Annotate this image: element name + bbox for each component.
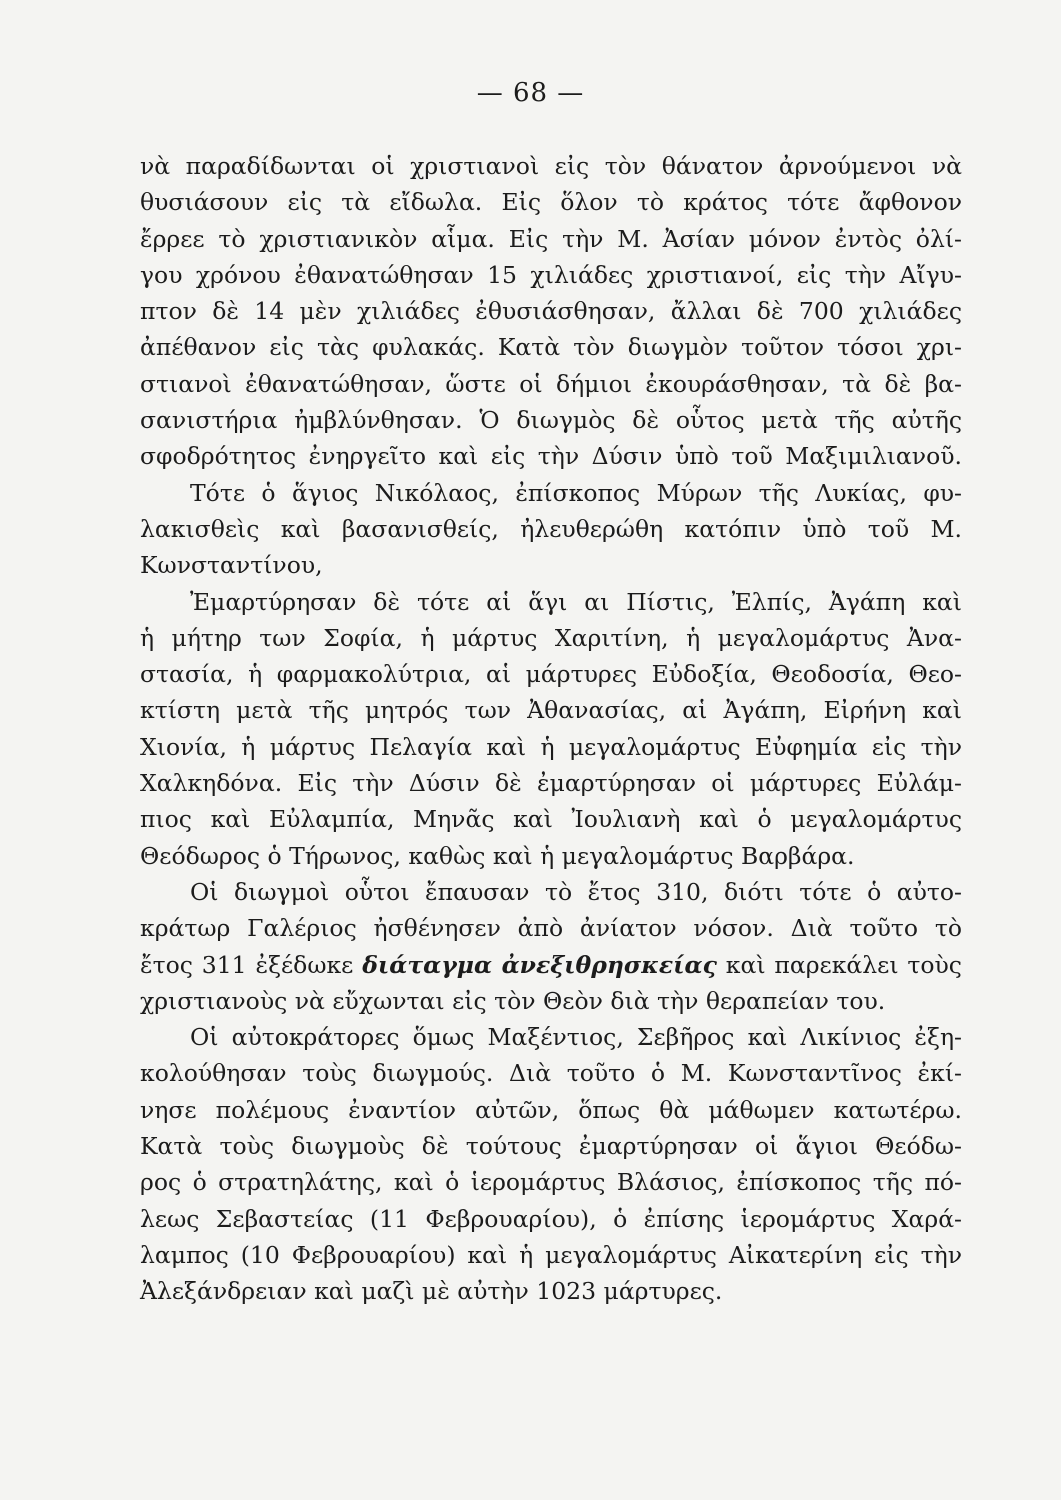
- text-line: Οἱ αὐτοκράτορες ὅμως Μαξέντιος, Σεβῆρος καὶ Λικίνιος ἐξη-: [190, 1023, 962, 1052]
- text-line: χριστιανοὺς νὰ εὔχωνται εἰς τὸν Θεὸν διὰ τὴν θεραπείαν του.: [140, 986, 886, 1015]
- text-line: νὰ παραδίδωνται οἱ χριστιανοὶ εἰς τὸν θάνατον ἀρνούμενοι νὰ: [140, 152, 962, 180]
- text-line: κράτωρ Γαλέριος ἠσθένησεν ἀπὸ ἀνίατον νόσον. Διὰ τοῦτο τὸ: [140, 914, 962, 943]
- text-line: Ἐμαρτύρησαν δὲ τότε αἱ ἅγι αι Πίστις, Ἐλπίς, Ἀγάπη καὶ: [190, 587, 962, 616]
- text-line: λεως Σεβαστείας (11 Φεβρουαρίου), ὁ ἐπίσης ἱερομάρτυς Χαρά-: [140, 1204, 962, 1233]
- text-segment: καὶ παρεκάλει τοὺς: [725, 950, 962, 979]
- text-line: Τότε ὁ ἅγιος Νικόλαος, ἐπίσκοπος Μύρων τῆς Λυκίας, φυ-: [190, 478, 962, 507]
- page-number: — 68 —: [476, 78, 585, 108]
- paragraph: [140, 148, 962, 475]
- paragraph: [140, 874, 962, 1019]
- text-line: στιανοὶ ἐθανατώθησαν, ὥστε οἱ δήμιοι ἐκουράσθησαν, τὰ δὲ βα-: [140, 369, 962, 398]
- body-text: [140, 148, 962, 1310]
- text-line: λαμπος (10 Φεβρουαρίου) καὶ ἡ μεγαλομάρτυς Αἰκατερίνη εἰς τὴν: [140, 1240, 962, 1269]
- text-line: ἡ μήτηρ των Σοφία, ἡ μάρτυς Χαριτίνη, ἡ μεγαλομάρτυς Ἀνα-: [140, 623, 962, 652]
- text-line: Κατὰ τοὺς διωγμοὺς δὲ τούτους ἐμαρτύρησαν οἱ ἅγιοι Θεόδω-: [140, 1132, 962, 1161]
- paragraph: [140, 475, 962, 584]
- emphasized-term: διάταγμα ἀνεξιθρησκείας: [362, 950, 717, 979]
- text-line: κτίστη μετὰ τῆς μητρός των Ἀθανασίας, αἱ Ἀγάπη, Εἰρήνη καὶ: [140, 696, 962, 725]
- text-line: ἀπέθανον εἰς τὰς φυλακάς. Κατὰ τὸν διωγμὸν τοῦτον τόσοι χρι-: [140, 333, 962, 362]
- text-line: πτον δὲ 14 μὲν χιλιάδες ἐθυσιάσθησαν, ἄλλαι δὲ 700 χιλιάδες: [140, 297, 962, 326]
- text-line: Ἀλεξάνδρειαν καὶ μαζὶ μὲ αὐτὴν 1023 μάρτυρες.: [140, 1277, 723, 1306]
- text-line: Θεόδωρος ὁ Τήρωνος, καθὼς καὶ ἡ μεγαλομάρτυς Βαρβάρα.: [140, 841, 855, 870]
- text-line: [140, 947, 962, 983]
- paragraph: [140, 584, 962, 874]
- text-line: θυσιάσουν εἰς τὰ εἴδωλα. Εἰς ὅλον τὸ κράτος τότε ἄφθονον: [140, 188, 962, 217]
- text-line: λακισθεὶς καὶ βασανισθείς, ἠλευθερώθη κατόπιν ὑπὸ τοῦ Μ.: [140, 514, 962, 543]
- text-line: Κωνσταντίνου,: [140, 551, 323, 580]
- text-line: σφοδρότητος ἐνηργεῖτο καὶ εἰς τὴν Δύσιν ὑπὸ τοῦ Μαξιμιλιανοῦ.: [140, 442, 962, 471]
- text-line: Χαλκηδόνα. Εἰς τὴν Δύσιν δὲ ἐμαρτύρησαν οἱ μάρτυρες Εὐλάμ-: [140, 769, 962, 798]
- text-line: στασία, ἡ φαρμακολύτρια, αἱ μάρτυρες Εὐδοξία, Θεοδοσία, Θεο-: [140, 660, 962, 689]
- text-line: γου χρόνου ἐθανατώθησαν 15 χιλιάδες χριστιανοί, εἰς τὴν Αἴγυ-: [140, 260, 962, 289]
- text-line: νησε πολέμους ἐναντίον αὐτῶν, ὅπως θὰ μάθωμεν κατωτέρω.: [140, 1095, 962, 1124]
- text-line: σανιστήρια ἠμβλύνθησαν. Ὁ διωγμὸς δὲ οὗτος μετὰ τῆς αὐτῆς: [140, 406, 962, 435]
- text-line: ἔρρεε τὸ χριστιανικὸν αἷμα. Εἰς τὴν Μ. Ἀσίαν μόνον ἐντὸς ὀλί-: [140, 224, 962, 253]
- text-line: κολούθησαν τοὺς διωγμούς. Διὰ τοῦτο ὁ Μ. Κωνσταντῖνος ἐκί-: [140, 1059, 962, 1088]
- paragraph: [140, 1019, 962, 1309]
- text-segment: ἔτος 311 ἐξέδωκε: [140, 950, 354, 979]
- text-line: Οἱ διωγμοὶ οὗτοι ἔπαυσαν τὸ ἔτος 310, διότι τότε ὁ αὐτο-: [190, 877, 962, 906]
- text-line: ρος ὁ στρατηλάτης, καὶ ὁ ἱερομάρτυς Βλάσιος, ἐπίσκοπος τῆς πό-: [140, 1168, 962, 1197]
- text-line: πιος καὶ Εὐλαμπία, Μηνᾶς καὶ Ἰουλιανὴ καὶ ὁ μεγαλομάρτυς: [140, 805, 962, 834]
- text-line: Χιονία, ἡ μάρτυς Πελαγία καὶ ἡ μεγαλομάρτυς Εὐφημία εἰς τὴν: [140, 732, 962, 761]
